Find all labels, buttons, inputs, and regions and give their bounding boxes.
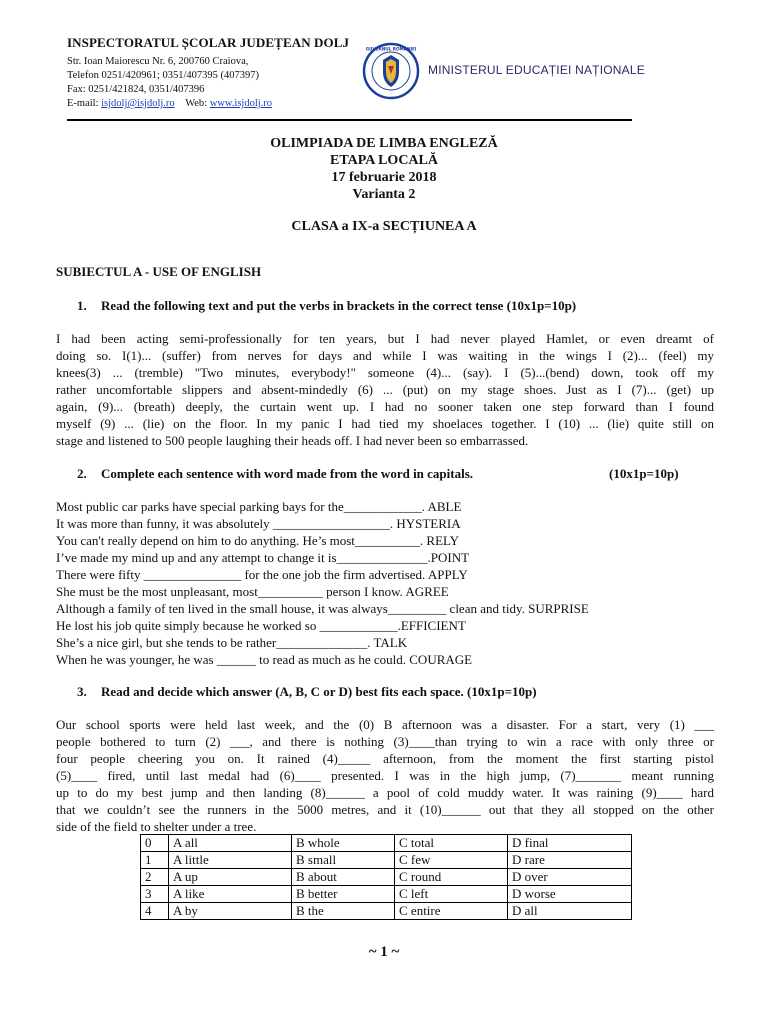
task-3-line: up to do my best jump and then landing (8)______ a pool of cold muddy water. It was raining (9)____ hard — [56, 785, 714, 800]
task-2-sentence: She’s a nice girl, but she tends to be rather______________. TALK — [56, 635, 408, 650]
task-3-line: that we couldn’t see the runners in the 5000 metres, and it (10)______ out that they all stopped on the other — [56, 802, 714, 817]
task-2-instruction: Complete each sentence with word made from the word in capitals. — [101, 466, 474, 481]
table-cell: 0 — [141, 835, 169, 852]
subject-heading: SUBIECTUL A - USE OF ENGLISH — [56, 264, 262, 279]
table-cell: C left — [395, 886, 508, 903]
task-2-sentence: It was more than funny, it was absolutely __________________. HYSTERIA — [56, 516, 461, 531]
table-cell: 4 — [141, 903, 169, 920]
stage-title: ETAPA LOCALĂ — [330, 153, 438, 168]
table-cell: C round — [395, 869, 508, 886]
task-3-line: side of the field to shelter under a tree. — [56, 819, 257, 834]
table-row — [141, 852, 632, 869]
web-link[interactable]: www.isjdolj.ro — [209, 98, 273, 109]
institution-address: Str. Ioan Maiorescu Nr. 6, 200760 Craiova, — [67, 56, 249, 67]
task-2-number: 2. — [77, 466, 87, 481]
table-cell: A up — [169, 869, 292, 886]
table-cell: C few — [395, 852, 508, 869]
task-2-sentence: Most public car parks have special parking bays for the____________. ABLE — [56, 499, 462, 514]
institution-phone: Telefon 0251/420961; 0351/407395 (407397) — [67, 70, 260, 81]
task-3-text — [56, 716, 714, 835]
table-cell: C entire — [395, 903, 508, 920]
table-cell: B small — [292, 852, 395, 869]
table-row — [141, 886, 632, 903]
table-row — [141, 835, 632, 852]
task-2-points: (10x1p=10p) — [609, 466, 679, 481]
task-2-sentence: She must be the most unpleasant, most__________ person I know. AGREE — [56, 584, 449, 599]
task-1-number: 1. — [77, 298, 87, 313]
table-cell: B the — [292, 903, 395, 920]
ministry-name: MINISTERUL EDUCAȚIEI NAȚIONALE — [428, 63, 645, 77]
table-row — [141, 903, 632, 920]
task-1-line: stage and listened to 500 people laughing their heads off. I had never been so embarrassed. — [56, 433, 529, 448]
table-cell: D all — [508, 903, 632, 920]
table-cell: A all — [169, 835, 292, 852]
email-link[interactable]: isjdolj@isjdolj.ro — [101, 98, 175, 109]
variant-label: Varianta 2 — [352, 187, 416, 202]
task-2-sentence: You can't really depend on him to do anything. He’s most__________. RELY — [56, 533, 460, 548]
task-2-sentence: He lost his job quite simply because he worked so ____________.EFFICIENT — [56, 618, 466, 633]
table-row — [141, 869, 632, 886]
table-cell: C total — [395, 835, 508, 852]
exam-date: 17 februarie 2018 — [331, 170, 437, 185]
class-section: CLASA a IX-a SECȚIUNEA A — [291, 219, 477, 234]
table-cell: A little — [169, 852, 292, 869]
table-cell: D rare — [508, 852, 632, 869]
task-1-instruction: Read the following text and put the verbs in brackets in the correct tense (10x1p=10p) — [101, 298, 577, 313]
institution-name: INSPECTORATUL ȘCOLAR JUDEȚEAN DOLJ — [67, 35, 350, 50]
table-cell: 2 — [141, 869, 169, 886]
header-divider — [67, 119, 632, 121]
task-1-line: knees(3) ... (tremble) "Two minutes, everybody!" someone (4)... (say). I (5)...(bend) down, took off my — [56, 365, 714, 380]
table-cell: B better — [292, 886, 395, 903]
task-3-line: (5)____ fired, until last medal had (6)____ presented. I was in the high jump, (7)_______ meant running — [56, 768, 714, 783]
task-2-sentence: Although a family of ten lived in the small house, it was always_________ clean and tidy. SURPRISE — [56, 601, 589, 616]
task-3-line: four people cheering you on. It rained (4)_____ afternoon, from the moment the first starting pistol — [56, 751, 714, 766]
table-cell: A by — [169, 903, 292, 920]
letterhead-left — [67, 35, 367, 111]
email-label: E-mail: — [67, 98, 102, 109]
task-3-instruction: Read and decide which answer (A, B, C or D) best fits each space. (10x1p=10p) — [101, 684, 537, 699]
task-2-sentence: I’ve made my mind up and any attempt to change it is______________.POINT — [56, 550, 470, 565]
task-3-line: Our school sports were held last week, and the (0) B afternoon was a disaster. For a start, very (1) ___ — [56, 717, 714, 732]
task-1-line: I had been acting semi-professionally for ten years, but I had never played Hamlet, or even dreamt of — [56, 331, 714, 346]
government-crest-icon — [362, 42, 420, 100]
table-cell: B about — [292, 869, 395, 886]
answer-options-table — [140, 834, 632, 920]
task-3-line: people bothered to turn (2) ___, and there is nothing (3)____than trying to win a race with only three or — [56, 734, 714, 749]
task-1-line: rather uncomfortable slippers and absent-mindedly (6) ... (put) on my stage shoes. Just as I (7)... (get) up — [56, 382, 714, 397]
table-cell: D over — [508, 869, 632, 886]
institution-contact — [67, 97, 367, 111]
web-label: Web: — [185, 98, 210, 109]
table-cell: B whole — [292, 835, 395, 852]
task-1-text — [56, 330, 714, 449]
task-1-line: again, (9)... (breath) deeply, the curtain went up. I had no sooner taken one step forward than I found — [56, 399, 714, 414]
table-cell: 1 — [141, 852, 169, 869]
task-1-line: myself (9) ... (lie) on the floor. In my panic I had tied my shoelaces together. I (10) ... (lie) quite still on — [56, 416, 714, 431]
table-cell: 3 — [141, 886, 169, 903]
task-1-line: doing so. I(1)... (suffer) from nerves for days and while I was waiting in the wings I (2)... (feel) my — [56, 348, 714, 363]
task-3-number: 3. — [77, 684, 87, 699]
olympiad-title: OLIMPIADA DE LIMBA ENGLEZĂ — [270, 136, 498, 151]
table-cell: D worse — [508, 886, 632, 903]
crest-text: GUVERNUL ROMÂNIEI — [365, 46, 417, 52]
table-cell: A like — [169, 886, 292, 903]
task-2-sentence: When he was younger, he was ______ to read as much as he could. COURAGE — [56, 652, 473, 667]
page-number: ~ 1 ~ — [368, 944, 400, 960]
task-2-sentence: There were fifty _______________ for the one job the firm advertised. APPLY — [56, 567, 468, 582]
institution-fax: Fax: 0251/421824, 0351/407396 — [67, 84, 205, 95]
task-2-sentences — [56, 498, 716, 668]
table-cell: D final — [508, 835, 632, 852]
